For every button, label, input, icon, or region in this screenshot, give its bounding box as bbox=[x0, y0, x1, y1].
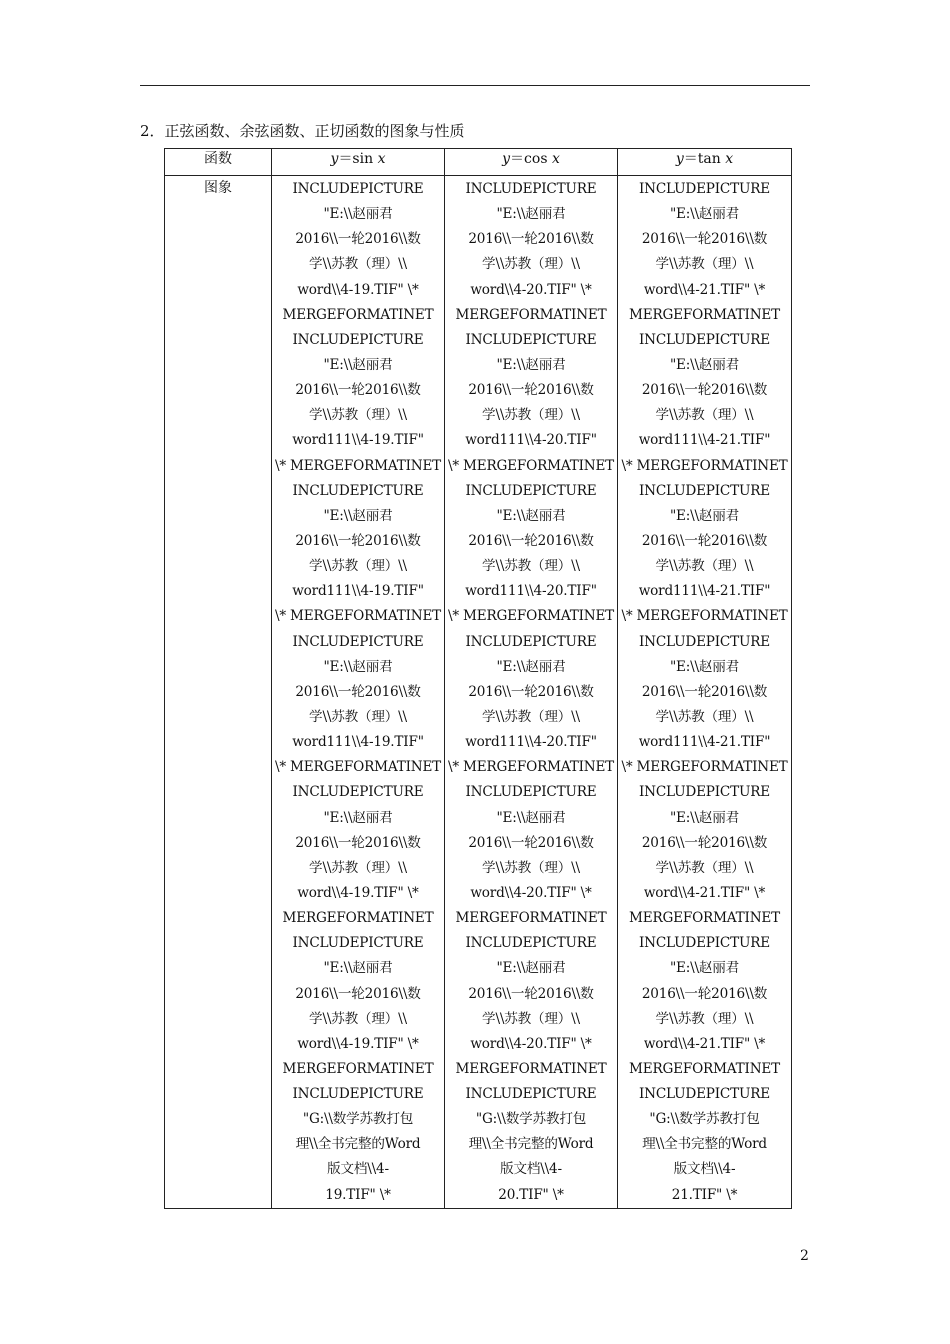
field-code-lines bbox=[618, 176, 791, 1208]
field-code-line: 2016\\一轮2016\\数 bbox=[468, 382, 594, 399]
header-tan-eq: ＝tan bbox=[683, 151, 726, 167]
table-header-row bbox=[165, 149, 792, 176]
field-code-line: word111\\4-19.TIF" bbox=[292, 432, 424, 449]
header-sin-var: y bbox=[330, 151, 339, 167]
field-code-line: 学\\苏教（理）\\ bbox=[482, 708, 580, 725]
field-code-line: 学\\苏教（理）\\ bbox=[655, 708, 754, 725]
field-code-line: "G:\\数学苏教打包 bbox=[649, 1111, 760, 1128]
field-code-line: word\\4-20.TIF" \* bbox=[470, 1035, 592, 1052]
field-code-line: "E:\\赵丽君 bbox=[496, 507, 566, 524]
field-code-line: 19.TIF" \* bbox=[325, 1186, 391, 1203]
header-label-cell: 函数 bbox=[165, 149, 272, 176]
field-code-line: "E:\\赵丽君 bbox=[323, 356, 393, 373]
field-code-line: 学\\苏教（理）\\ bbox=[482, 1010, 580, 1027]
field-code-line: 学\\苏教（理）\\ bbox=[309, 859, 407, 876]
field-code-line: 学\\苏教（理）\\ bbox=[655, 859, 754, 876]
field-code-line: "E:\\赵丽君 bbox=[669, 809, 740, 826]
field-code-line: \* MERGEFORMATINET bbox=[447, 759, 615, 776]
field-code-line: 学\\苏教（理）\\ bbox=[309, 256, 407, 273]
field-code-line: \* MERGEFORMATINET bbox=[621, 759, 788, 776]
field-code-line: MERGEFORMATINET bbox=[629, 1060, 780, 1077]
field-code-line: "E:\\赵丽君 bbox=[669, 960, 740, 977]
field-code-line: 学\\苏教（理）\\ bbox=[655, 407, 754, 424]
header-tan-arg: x bbox=[725, 151, 734, 167]
function-table bbox=[164, 148, 792, 1209]
field-code-line: INCLUDEPICTURE bbox=[292, 331, 424, 348]
field-code-line: INCLUDEPICTURE bbox=[465, 181, 597, 197]
field-code-line: INCLUDEPICTURE bbox=[292, 181, 424, 197]
field-code-line: "E:\\赵丽君 bbox=[496, 356, 566, 373]
field-code-line: "E:\\赵丽君 bbox=[496, 960, 566, 977]
field-code-line: INCLUDEPICTURE bbox=[292, 633, 424, 650]
field-code-line: word\\4-19.TIF" \* bbox=[297, 281, 419, 298]
field-code-line: 学\\苏教（理）\\ bbox=[655, 1010, 754, 1027]
field-code-line: MERGEFORMATINET bbox=[282, 910, 434, 927]
field-code-line: \* MERGEFORMATINET bbox=[274, 457, 442, 474]
field-code-line: "E:\\赵丽君 bbox=[496, 206, 566, 223]
field-code-line: INCLUDEPICTURE bbox=[465, 633, 597, 650]
field-code-line: 版文档\\4- bbox=[327, 1161, 389, 1178]
field-code-line: 版文档\\4- bbox=[500, 1161, 562, 1178]
field-code-line: 学\\苏教（理）\\ bbox=[482, 558, 580, 575]
field-code-line: word111\\4-19.TIF" bbox=[292, 734, 424, 751]
field-code-line: 学\\苏教（理）\\ bbox=[482, 859, 580, 876]
field-code-line: 理\\全书完整的Word bbox=[295, 1136, 421, 1153]
field-code-line: 学\\苏教（理）\\ bbox=[482, 407, 580, 424]
field-code-line: INCLUDEPICTURE bbox=[465, 784, 597, 801]
field-code-line: MERGEFORMATINET bbox=[282, 1060, 434, 1077]
field-code-line: INCLUDEPICTURE bbox=[292, 1086, 424, 1103]
field-code-line: 2016\\一轮2016\\数 bbox=[468, 683, 594, 700]
field-code-line: "E:\\赵丽君 bbox=[669, 507, 740, 524]
field-code-line: MERGEFORMATINET bbox=[629, 306, 780, 323]
row-label-cell: 图象 bbox=[165, 176, 272, 1209]
field-code-line: 21.TIF" \* bbox=[671, 1186, 738, 1203]
field-code-line: "E:\\赵丽君 bbox=[669, 206, 740, 223]
table-image-row bbox=[165, 176, 792, 1209]
field-code-line: MERGEFORMATINET bbox=[455, 306, 607, 323]
field-code-line: word111\\4-20.TIF" bbox=[465, 432, 597, 449]
field-code-line: 理\\全书完整的Word bbox=[642, 1136, 767, 1153]
field-code-line: 学\\苏教（理）\\ bbox=[655, 558, 754, 575]
field-code-line: INCLUDEPICTURE bbox=[638, 633, 771, 650]
field-code-line: 2016\\一轮2016\\数 bbox=[641, 834, 768, 851]
field-code-line: word\\4-19.TIF" \* bbox=[297, 1035, 419, 1052]
tan-image-cell bbox=[618, 176, 792, 1209]
field-code-line: 学\\苏教（理）\\ bbox=[309, 558, 407, 575]
field-code-lines bbox=[272, 176, 444, 1208]
field-code-line: 2016\\一轮2016\\数 bbox=[295, 532, 421, 549]
field-code-line: "G:\\数学苏教打包 bbox=[302, 1111, 414, 1128]
field-code-line: word\\4-21.TIF" \* bbox=[643, 281, 766, 298]
field-code-line: INCLUDEPICTURE bbox=[638, 1086, 771, 1103]
field-code-line: 学\\苏教（理）\\ bbox=[655, 256, 754, 273]
field-code-line: 2016\\一轮2016\\数 bbox=[641, 532, 768, 549]
header-cos-var: y bbox=[502, 151, 511, 167]
field-code-line: 理\\全书完整的Word bbox=[468, 1136, 594, 1153]
field-code-line: 2016\\一轮2016\\数 bbox=[468, 985, 594, 1002]
field-code-line: MERGEFORMATINET bbox=[629, 910, 780, 927]
field-code-line: word\\4-21.TIF" \* bbox=[643, 1035, 766, 1052]
sin-image-cell bbox=[272, 176, 445, 1209]
header-sin-cell bbox=[272, 149, 445, 176]
field-code-line: \* MERGEFORMATINET bbox=[274, 608, 442, 625]
field-code-line: INCLUDEPICTURE bbox=[638, 482, 771, 499]
field-code-line: 2016\\一轮2016\\数 bbox=[468, 231, 594, 248]
field-code-line: word111\\4-21.TIF" bbox=[638, 432, 771, 449]
field-code-line: "E:\\赵丽君 bbox=[496, 809, 566, 826]
field-code-line: 2016\\一轮2016\\数 bbox=[295, 985, 421, 1002]
section-title: 2．正弦函数、余弦函数、正切函数的图象与性质 bbox=[140, 122, 465, 140]
field-code-line: 2016\\一轮2016\\数 bbox=[641, 683, 768, 700]
field-code-line: MERGEFORMATINET bbox=[282, 306, 434, 323]
field-code-line: "E:\\赵丽君 bbox=[323, 960, 393, 977]
field-code-line: 2016\\一轮2016\\数 bbox=[641, 382, 768, 399]
field-code-line: "E:\\赵丽君 bbox=[323, 206, 393, 223]
field-code-line: word111\\4-19.TIF" bbox=[292, 583, 424, 600]
field-code-line: word\\4-21.TIF" \* bbox=[643, 884, 766, 901]
header-cos-cell bbox=[445, 149, 618, 176]
header-rule bbox=[140, 85, 810, 86]
field-code-line: "E:\\赵丽君 bbox=[669, 356, 740, 373]
field-code-line: INCLUDEPICTURE bbox=[465, 482, 597, 499]
field-code-line: INCLUDEPICTURE bbox=[465, 1086, 597, 1103]
field-code-line: 20.TIF" \* bbox=[498, 1186, 564, 1203]
field-code-line: INCLUDEPICTURE bbox=[465, 935, 597, 952]
field-code-line: INCLUDEPICTURE bbox=[638, 331, 771, 348]
field-code-line: 2016\\一轮2016\\数 bbox=[295, 231, 421, 248]
field-code-line: "E:\\赵丽君 bbox=[496, 658, 566, 675]
field-code-line: 2016\\一轮2016\\数 bbox=[468, 532, 594, 549]
header-tan-var: y bbox=[675, 151, 684, 167]
cos-image-cell bbox=[445, 176, 618, 1209]
field-code-line: INCLUDEPICTURE bbox=[638, 181, 771, 197]
field-code-line: 2016\\一轮2016\\数 bbox=[468, 834, 594, 851]
field-code-line: \* MERGEFORMATINET bbox=[621, 608, 788, 625]
field-code-line: INCLUDEPICTURE bbox=[465, 331, 597, 348]
header-sin-arg: x bbox=[377, 151, 386, 167]
header-tan-cell bbox=[618, 149, 792, 176]
field-code-line: "G:\\数学苏教打包 bbox=[475, 1111, 587, 1128]
field-code-line: \* MERGEFORMATINET bbox=[274, 759, 442, 776]
field-code-line: word\\4-20.TIF" \* bbox=[470, 884, 592, 901]
field-code-line: 学\\苏教（理）\\ bbox=[482, 256, 580, 273]
field-code-line: 2016\\一轮2016\\数 bbox=[295, 834, 421, 851]
field-code-line: 2016\\一轮2016\\数 bbox=[295, 382, 421, 399]
field-code-line: \* MERGEFORMATINET bbox=[447, 457, 615, 474]
header-cos-eq: ＝cos bbox=[510, 151, 552, 167]
field-code-line: 2016\\一轮2016\\数 bbox=[641, 231, 768, 248]
field-code-line: INCLUDEPICTURE bbox=[292, 784, 424, 801]
field-code-line: 学\\苏教（理）\\ bbox=[309, 1010, 407, 1027]
field-code-lines bbox=[445, 176, 617, 1208]
field-code-line: "E:\\赵丽君 bbox=[323, 809, 393, 826]
field-code-line: \* MERGEFORMATINET bbox=[621, 457, 788, 474]
field-code-line: 2016\\一轮2016\\数 bbox=[641, 985, 768, 1002]
field-code-line: word\\4-20.TIF" \* bbox=[470, 281, 592, 298]
field-code-line: INCLUDEPICTURE bbox=[638, 784, 771, 801]
field-code-line: word111\\4-20.TIF" bbox=[465, 583, 597, 600]
field-code-line: "E:\\赵丽君 bbox=[669, 658, 740, 675]
header-cos-arg: x bbox=[551, 151, 560, 167]
field-code-line: "E:\\赵丽君 bbox=[323, 658, 393, 675]
field-code-line: word\\4-19.TIF" \* bbox=[297, 884, 419, 901]
field-code-line: INCLUDEPICTURE bbox=[638, 935, 771, 952]
field-code-line: INCLUDEPICTURE bbox=[292, 935, 424, 952]
field-code-line: MERGEFORMATINET bbox=[455, 1060, 607, 1077]
field-code-line: INCLUDEPICTURE bbox=[292, 482, 424, 499]
field-code-line: "E:\\赵丽君 bbox=[323, 507, 393, 524]
page-number: 2 bbox=[800, 1248, 809, 1264]
header-sin-eq: ＝sin bbox=[338, 151, 378, 167]
field-code-line: 学\\苏教（理）\\ bbox=[309, 407, 407, 424]
field-code-line: MERGEFORMATINET bbox=[455, 910, 607, 927]
field-code-line: word111\\4-21.TIF" bbox=[638, 583, 771, 600]
field-code-line: 版文档\\4- bbox=[673, 1161, 736, 1178]
field-code-line: word111\\4-21.TIF" bbox=[638, 734, 771, 751]
field-code-line: 2016\\一轮2016\\数 bbox=[295, 683, 421, 700]
field-code-line: \* MERGEFORMATINET bbox=[447, 608, 615, 625]
field-code-line: word111\\4-20.TIF" bbox=[465, 734, 597, 751]
field-code-line: 学\\苏教（理）\\ bbox=[309, 708, 407, 725]
